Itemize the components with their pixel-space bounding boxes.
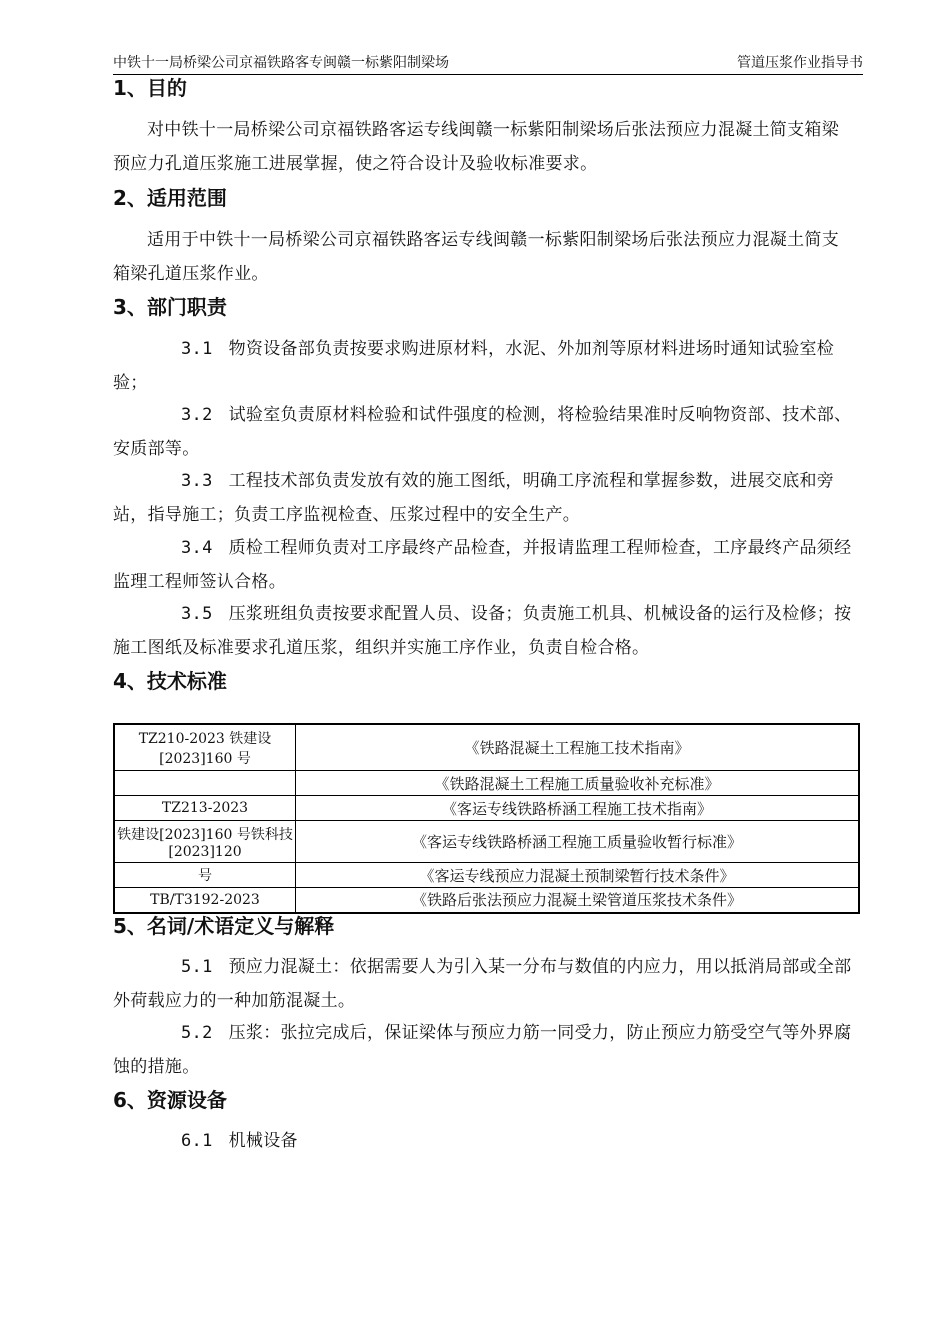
header-doc-title: 管道压浆作业指导书 xyxy=(737,55,863,71)
table-row xyxy=(114,863,859,888)
standard-name: 《客运专线铁路桥涵工程施工质量验收暂行标准》 xyxy=(296,821,860,863)
standards-table xyxy=(113,723,860,914)
table-row xyxy=(114,771,859,796)
section-3-title: 3、部门职责 xyxy=(113,295,227,319)
standard-code: TB/T3192-2023 xyxy=(114,887,296,913)
section-3-item xyxy=(113,332,853,400)
item-number: 5.1 xyxy=(181,957,213,977)
standard-code: TZ213-2023 xyxy=(114,796,296,821)
item-text: 工程技术部负责发放有效的施工图纸，明确工序流程和掌握参数，进展交底和旁站，指导施工；负责工序监视检查、压浆过程中的安全生产。 xyxy=(113,471,835,525)
table-row xyxy=(114,821,859,863)
section-5-title: 5、名词/术语定义与解释 xyxy=(113,914,335,938)
item-text: 物资设备部负责按要求购进原材料，水泥、外加剂等原材料进场时通知试验室检验； xyxy=(113,339,835,393)
section-6-item xyxy=(113,1124,853,1158)
section-3-item xyxy=(113,531,853,599)
section-3-item xyxy=(113,464,853,532)
standard-name: 《铁路后张法预应力混凝土梁管道压浆技术条件》 xyxy=(296,887,860,913)
item-number: 3.5 xyxy=(181,604,213,624)
item-text: 质检工程师负责对工序最终产品检查，并报请监理工程师检查，工序最终产品须经监理工程师签认合格。 xyxy=(113,538,852,592)
section-2-title: 2、适用范围 xyxy=(113,186,227,210)
section-1-body: 对中铁十一局桥梁公司京福铁路客运专线闽赣一标紫阳制梁场后张法预应力混凝土简支箱梁预应力孔道压浆施工进展掌握，使之符合设计及验收标准要求。 xyxy=(113,120,839,174)
section-4-title: 4、技术标准 xyxy=(113,669,227,693)
standard-code: 铁建设[2023]160 号铁科技[2023]120 xyxy=(114,821,296,863)
item-number: 3.3 xyxy=(181,471,213,491)
table-row xyxy=(114,724,859,771)
header-org: 中铁十一局桥梁公司京福铁路客专闽赣一标紫阳制梁场 xyxy=(113,55,449,71)
standard-code: 号 xyxy=(114,863,296,888)
section-3-item xyxy=(113,398,853,466)
item-text: 机械设备 xyxy=(228,1131,298,1151)
item-number: 3.4 xyxy=(181,538,213,558)
section-2-body: 适用于中铁十一局桥梁公司京福铁路客运专线闽赣一标紫阳制梁场后张法预应力混凝土简支箱梁孔道压浆作业。 xyxy=(113,230,839,284)
table-row xyxy=(114,796,859,821)
page-header xyxy=(113,52,863,75)
standard-code: TZ210-2023 铁建设[2023]160 号 xyxy=(114,724,296,771)
standard-name: 《铁路混凝土工程施工质量验收补充标准》 xyxy=(296,771,860,796)
standard-name: 《客运专线铁路桥涵工程施工技术指南》 xyxy=(296,796,860,821)
item-text: 预应力混凝土：依据需要人为引入某一分布与数值的内应力，用以抵消局部或全部外荷载应力的一种加筋混凝土。 xyxy=(113,957,852,1011)
section-1-title: 1、目的 xyxy=(113,76,187,100)
item-text: 压浆：张拉完成后，保证梁体与预应力筋一同受力，防止预应力筋受空气等外界腐蚀的措施。 xyxy=(113,1023,852,1077)
table-row xyxy=(114,887,859,913)
standard-name: 《客运专线预应力混凝土预制梁暂行技术条件》 xyxy=(296,863,860,888)
standard-code xyxy=(114,771,296,796)
item-text: 压浆班组负责按要求配置人员、设备；负责施工机具、机械设备的运行及检修；按施工图纸及标准要求孔道压浆，组织并实施工序作业，负责自检合格。 xyxy=(113,604,852,658)
item-number: 5.2 xyxy=(181,1023,213,1043)
item-number: 3.2 xyxy=(181,405,213,425)
section-5-item xyxy=(113,950,853,1018)
item-text: 试验室负责原材料检验和试件强度的检测，将检验结果准时反响物资部、技术部、安质部等。 xyxy=(113,405,852,459)
section-6-title: 6、资源设备 xyxy=(113,1088,227,1112)
item-number: 3.1 xyxy=(181,339,213,359)
section-3-item xyxy=(113,597,853,665)
item-number: 6.1 xyxy=(181,1131,213,1151)
section-5-item xyxy=(113,1016,853,1084)
standard-name: 《铁路混凝土工程施工技术指南》 xyxy=(296,724,860,771)
